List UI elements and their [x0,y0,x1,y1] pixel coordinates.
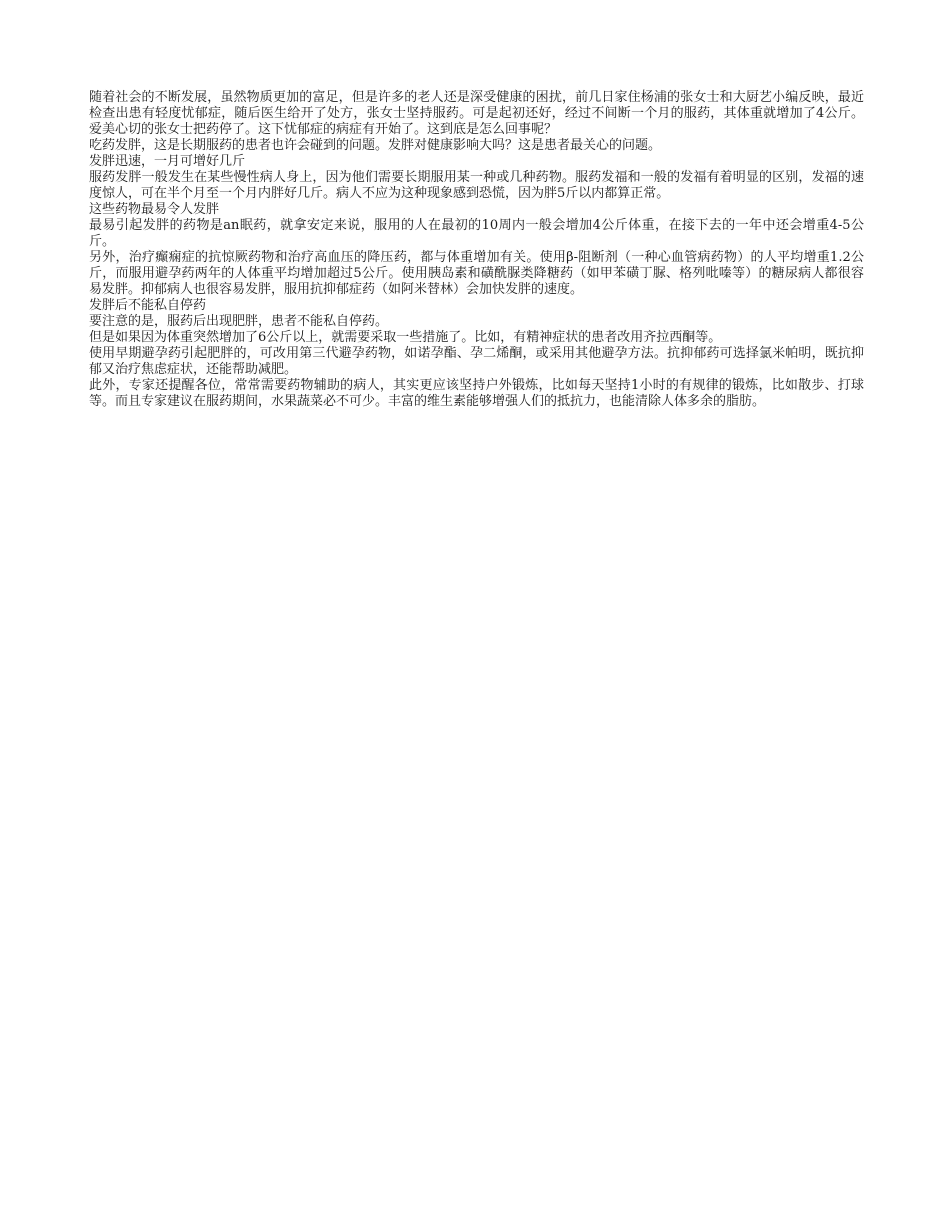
section-heading-drugs: 这些药物最易令人发胖 [89,202,220,217]
paragraph-measures: 但是如果因为体重突然增加了6公斤以上，就需要采取一些措施了。比如，有精神症状的患者改用齐拉西酮等。 [89,330,722,345]
paragraph-sleeping-pills: 最易引起发胖的药物是an眠药，就拿安定来说，服用的人在最初的10周内一般会增加4公斤体重，在接下去的一年中还会增重4-5公斤。 [89,218,864,249]
paragraph-exercise: 此外，专家还提醒各位，常常需要药物辅助的病人，其实更应该坚持户外锻炼，比如每天坚持1小时的有规律的锻炼，比如散步、打球等。而且专家建议在服药期间，水果蔬菜必不可少。丰富的维生素能够增强人们的抵抗力，也能清除人体多余的脂肪。 [89,378,864,409]
paragraph-no-stopping: 要注意的是，服药后出现肥胖，患者不能私自停药。 [89,314,389,329]
section-heading-rapid-gain: 发胖迅速，一月可增好几斤 [89,154,246,169]
paragraph-contraceptives: 使用早期避孕药引起肥胖的，可改用第三代避孕药物，如诺孕酯、孕二烯酮，或采用其他避孕方法。抗抑郁药可选择氯米帕明，既抗抑郁又治疗焦虑症状，还能帮助减肥。 [89,346,864,377]
article-body [89,90,864,410]
section-heading-no-stopping: 发胖后不能私自停药 [89,298,207,313]
paragraph-question: 吃药发胖，这是长期服药的患者也许会碰到的问题。发胖对健康影响大吗？这是患者最关心的问题。 [89,138,662,153]
paragraph-other-drugs: 另外，治疗癫痫症的抗惊厥药物和治疗高血压的降压药，都与体重增加有关。使用β-阻断剂（一种心血管病药物）的人平均增重1.2公斤，而服用避孕药两年的人体重平均增加超过5公斤。使用胰岛素和磺酰脲类降糖药（如甲苯磺丁脲、格列吡嗪等）的糖尿病人都很容易发胖。抑郁病人也很容易发胖，服用抗抑郁症药（如阿米替林）会加快发胖的速度。 [89,250,864,297]
paragraph-rapid-gain: 服药发胖一般发生在某些慢性病人身上，因为他们需要长期服用某一种或几种药物。服药发福和一般的发福有着明显的区别，发福的速度惊人，可在半个月至一个月内胖好几斤。病人不应为这种现象感到恐慌，因为胖5斤以内都算正常。 [89,170,864,201]
paragraph-intro: 随着社会的不断发展，虽然物质更加的富足，但是许多的老人还是深受健康的困扰，前几日家住杨浦的张女士和大厨艺小编反映，最近检查出患有轻度忧郁症，随后医生给开了处方，张女士坚持服药。可是起初还好，经过不间断一个月的服药，其体重就增加了4公斤。爱美心切的张女士把药停了。这下忧郁症的病症有开始了。这到底是怎么回事呢？ [89,90,864,137]
